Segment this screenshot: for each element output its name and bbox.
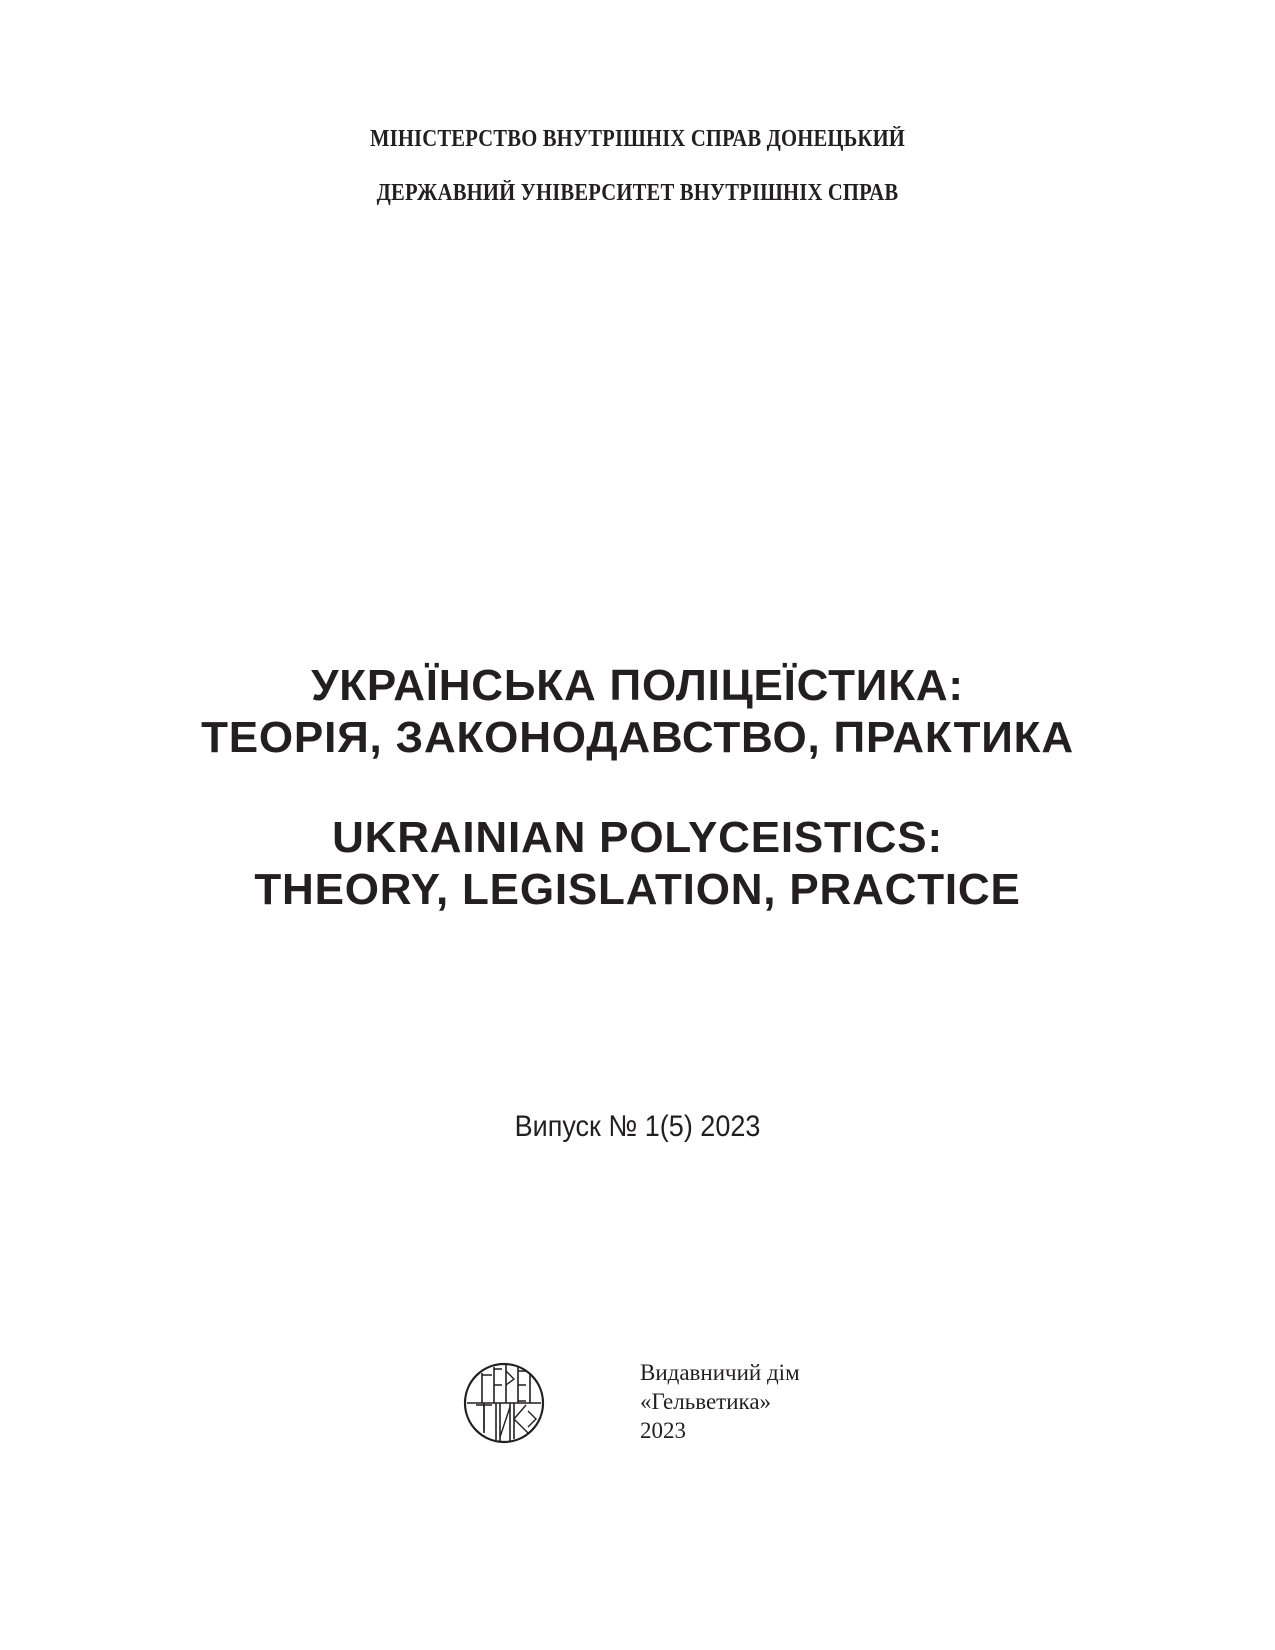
title-english-line-1: UKRAINIAN POLYCEISTICS: [332, 813, 943, 862]
ministry-header-line-1: МІНІСТЕРСТВО ВНУТРІШНІХ СПРАВ ДОНЕЦЬКИЙ [369, 126, 906, 152]
publisher-year: 2023 [640, 1418, 686, 1443]
publisher-info [640, 1358, 800, 1445]
title-ukrainian-line-2: ТЕОРІЯ, ЗАКОНОДАВСТВО, ПРАКТИКА [201, 713, 1074, 762]
publisher-name-line-2: «Гельветика» [640, 1389, 772, 1414]
issue-number: Випуск № 1(5) 2023 [514, 1110, 761, 1143]
helvetica-publisher-logo-icon [462, 1361, 546, 1445]
ministry-header-line-2: ДЕРЖАВНИЙ УНІВЕРСИТЕТ ВНУТРІШНІХ СПРАВ [376, 180, 899, 206]
publisher-name-line-1: Видавничий дім [640, 1360, 800, 1385]
title-english-line-2: THEORY, LEGISLATION, PRACTICE [254, 865, 1021, 914]
title-ukrainian-line-1: УКРАЇНСЬКА ПОЛІЦЕЇСТИКА: [311, 661, 964, 710]
